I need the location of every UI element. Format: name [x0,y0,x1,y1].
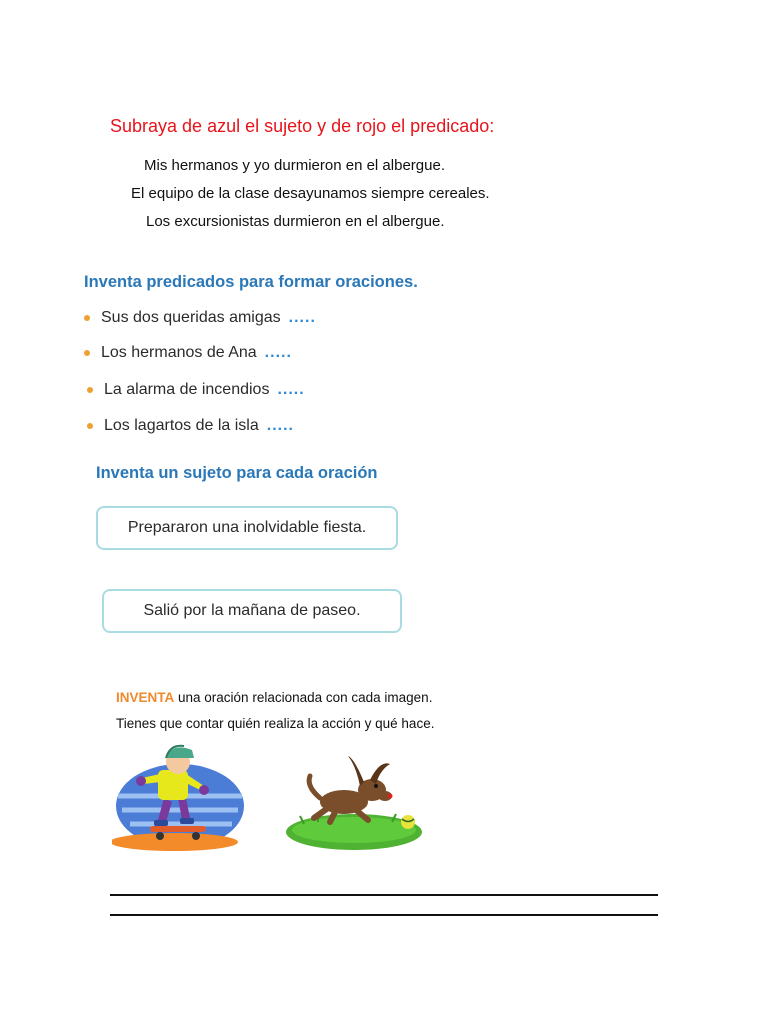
section1-title: Subraya de azul el sujeto y de rojo el predicado: [110,116,495,136]
section4-subinstruction: Tienes que contar quién realiza la acción y qué hace. [116,716,435,731]
predicate-prompt: Los hermanos de Ana [101,344,257,361]
instruction-text: una oración relacionada con cada imagen. [174,690,433,705]
skateboard-child-image [112,740,246,852]
instruction-keyword: INVENTA [116,690,175,705]
dog-ball-image [284,752,424,852]
sentence-2: El equipo de la clase desayunamos siempre cereales. [131,185,490,202]
answer-dots: ..... [277,381,305,398]
answer-dots: ..... [288,309,316,326]
answer-line[interactable] [110,894,658,896]
bullet-icon [87,387,93,393]
bullet-icon [84,350,90,356]
predicate-prompt: Sus dos queridas amigas [101,309,281,326]
sentence-3: Los excursionistas durmieron en el albergue. [146,213,445,230]
list-item [84,309,316,327]
answer-line[interactable] [110,914,658,916]
sentence-1: Mis hermanos y yo durmieron en el albergue. [144,157,445,174]
section4-instruction [116,690,432,705]
bullet-icon [87,423,93,429]
list-item [87,381,305,399]
bullet-icon [84,315,90,321]
list-item [87,417,294,435]
list-item [84,344,292,362]
section2-title: Inventa predicados para formar oraciones. [84,273,418,291]
sentence-box: Salió por la mañana de paseo. [102,589,402,633]
sentence-box: Prepararon una inolvidable fiesta. [96,506,398,550]
answer-dots: ..... [264,344,292,361]
predicate-prompt: Los lagartos de la isla [104,417,259,434]
answer-dots: ..... [266,417,294,434]
section3-title: Inventa un sujeto para cada oración [96,464,378,482]
predicate-prompt: La alarma de incendios [104,381,270,398]
